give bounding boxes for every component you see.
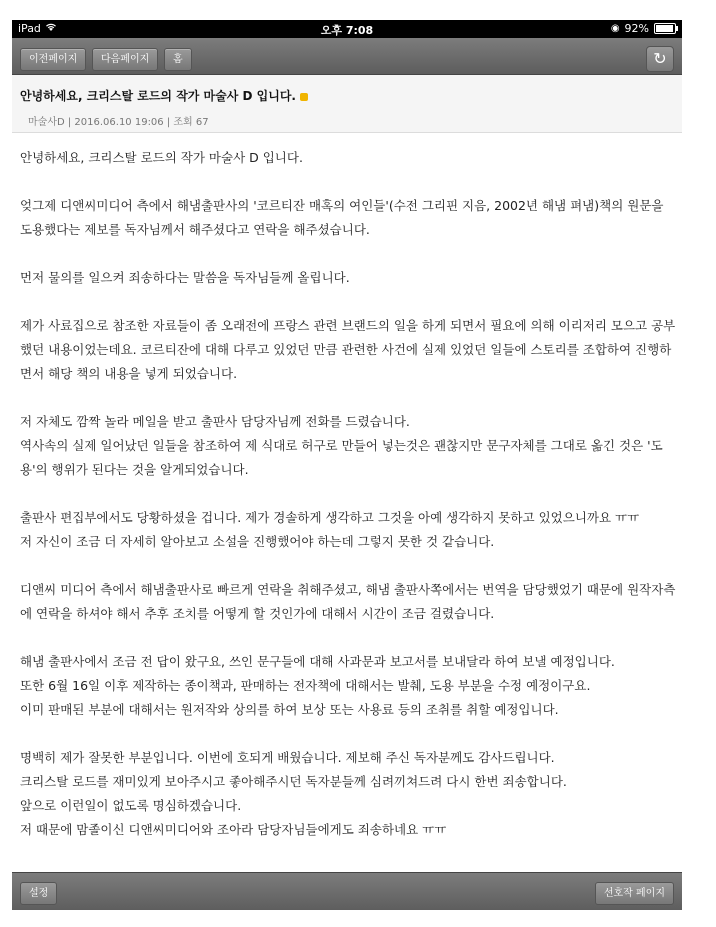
post-body <box>20 146 676 842</box>
bottom-toolbar <box>12 872 682 910</box>
paragraph <box>20 194 676 242</box>
device-name: iPad <box>18 22 41 35</box>
paragraph <box>20 506 676 554</box>
refresh-icon: ↻ <box>653 49 667 68</box>
prev-page-button[interactable]: 이전페이지 <box>20 48 86 71</box>
paragraph-line: 앞으로 이런일이 없도록 명심하겠습니다. <box>20 798 242 813</box>
paragraph-line: 명백히 제가 잘못한 부분입니다. 이번에 호되게 배웠습니다. 제보해 주신 독자분께도 감사드립니다. <box>20 750 555 765</box>
paragraph-line: 저 자신이 조금 더 자세히 알아보고 소설을 진행했어야 하는데 그렇지 못한 것 같습니다. <box>20 534 495 549</box>
paragraph-line: 크리스탈 로드를 재미있게 보아주시고 좋아해주시던 독자분들께 심려끼쳐드려 다시 한번 죄송합니다. <box>20 774 567 789</box>
location-icon: ◉ <box>610 23 620 34</box>
paragraph-line: 디앤씨 미디어 측에서 해냄출판사로 빠르게 연락을 취해주셨고, 해냄 출판사쪽에서는 번역을 담당했었기 때문에 원작자측에 연락을 하셔야 해서 추후 조치를 어떻게 할 것인가에 대해서 시간이 조금 걸렸습니다. <box>20 582 676 621</box>
paragraph <box>20 578 676 626</box>
post-title: 안녕하세요, 크리스탈 로드의 작가 마술사 D 입니다. <box>20 89 296 103</box>
settings-button[interactable]: 설정 <box>20 882 57 905</box>
battery-percent: 92% <box>624 22 649 35</box>
paragraph <box>20 314 676 386</box>
paragraph <box>20 650 676 722</box>
top-toolbar <box>12 38 682 75</box>
paragraph-line: 역사속의 실제 일어났던 일들을 참조하여 제 식대로 허구로 만들어 넣는것은 괜찮지만 문구자체를 그대로 옮긴 것은 '도용'의 행위가 된다는 것을 알게되었습니다. <box>20 438 663 477</box>
paragraph-line: 제가 사료집으로 참조한 자료들이 좀 오래전에 프랑스 관련 브랜드의 일을 하게 되면서 필요에 의해 이리저리 모으고 공부했던 내용이었는데요. 코르티잔에 대해 다루고 있었던 만큼 관련한 사건에 실제 있었던 일들에 스토리를 조합하여 진행하면서 해당 책의 내용을 넣게 되었습니다. <box>20 318 676 381</box>
refresh-button[interactable] <box>646 46 674 72</box>
paragraph-line: 엊그제 디앤씨미디어 측에서 해냄출판사의 '코르티잔 매혹의 여인들'(수전 그리핀 지음, 2002년 해냄 펴냄)책의 원문을 도용했다는 제보를 독자님께서 해주셨다고 연락을 해주셨습니다. <box>20 198 664 237</box>
home-button[interactable]: 홈 <box>164 48 192 71</box>
paragraph <box>20 146 676 170</box>
post-meta: 마술사D | 2016.06.10 19:06 | 조회 67 <box>28 117 209 128</box>
paragraph <box>20 410 676 482</box>
battery-icon <box>654 23 676 34</box>
clock: 오후 7:08 <box>320 24 374 37</box>
favorites-page-button[interactable]: 선호작 페이지 <box>595 882 674 905</box>
status-bar <box>12 20 682 38</box>
paragraph-line: 이미 판매된 부분에 대해서는 원저작와 상의를 하여 보상 또는 사용료 등의 조취를 취할 예정입니다. <box>20 702 559 717</box>
paragraph-line: 먼저 물의를 일으켜 죄송하다는 말씀을 독자님들께 올립니다. <box>20 270 350 285</box>
paragraph <box>20 746 676 842</box>
next-page-button[interactable]: 다음페이지 <box>92 48 158 71</box>
paragraph-line: 해냄 출판사에서 조금 전 답이 왔구요, 쓰인 문구들에 대해 사과문과 보고서를 보내달라 하여 보낼 예정입니다. <box>20 654 615 669</box>
battery-fill <box>656 25 673 32</box>
paragraph-line: 또한 6월 16일 이후 제작하는 종이책과, 판매하는 전자책에 대해서는 발췌, 도용 부분을 수정 예정이구요. <box>20 678 591 693</box>
app-window <box>12 20 682 910</box>
new-badge-icon <box>300 93 308 101</box>
paragraph-line: 저 자체도 깜짝 놀라 메일을 받고 출판사 담당자님께 전화를 드렸습니다. <box>20 414 410 429</box>
paragraph-line: 안녕하세요, 크리스탈 로드의 작가 마술사 D 입니다. <box>20 150 303 165</box>
post-header <box>12 75 682 133</box>
paragraph-line: 저 때문에 맘졸이신 디앤씨미디어와 조아라 담당자님들에게도 죄송하네요 ㅠㅠ <box>20 822 447 837</box>
paragraph-line: 출판사 편집부에서도 당황하셨을 겁니다. 제가 경솔하게 생각하고 그것을 아예 생각하지 못하고 있었으니까요 ㅠㅠ <box>20 510 640 525</box>
paragraph <box>20 266 676 290</box>
